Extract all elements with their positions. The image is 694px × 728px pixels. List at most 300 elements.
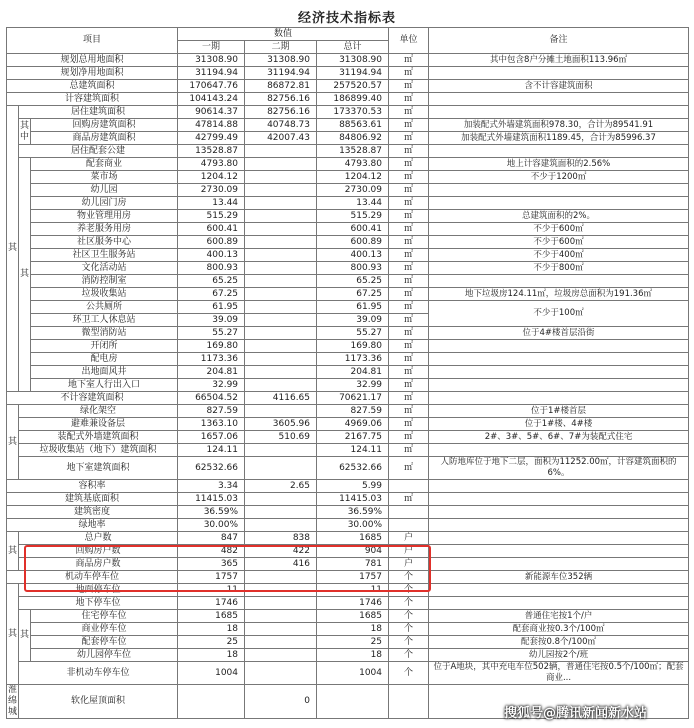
value-phase2	[245, 610, 317, 623]
value-note: 不少于600㎡	[429, 223, 689, 236]
value-phase1: 42799.49	[178, 132, 245, 145]
value-unit: 个	[389, 636, 429, 649]
value-phase2	[245, 379, 317, 392]
row-label: 配套商业	[31, 158, 178, 171]
value-phase1: 847	[178, 532, 245, 545]
value-phase2: 3605.96	[245, 418, 317, 431]
value-note: 配套商业按0.3个/100㎡	[429, 623, 689, 636]
row-label: 养老服务用房	[31, 223, 178, 236]
value-phase1: 65.25	[178, 275, 245, 288]
value-total: 61.95	[317, 301, 389, 314]
value-phase2: 4116.65	[245, 392, 317, 405]
value-phase1: 600.89	[178, 236, 245, 249]
value-phase1: 90614.37	[178, 106, 245, 119]
header-item: 项目	[7, 28, 178, 54]
row-label: 幼儿园停车位	[31, 649, 178, 662]
value-phase2	[245, 340, 317, 353]
row-label: 商品房建筑面积	[31, 132, 178, 145]
row-label: 微型消防站	[31, 327, 178, 340]
value-note: 不少于1200㎡	[429, 171, 689, 184]
value-note	[429, 67, 689, 80]
table-row	[7, 493, 689, 506]
table-row	[7, 340, 689, 353]
value-unit: ㎡	[389, 327, 429, 340]
value-phase2	[245, 275, 317, 288]
row-label: 商业停车位	[31, 623, 178, 636]
value-note: 不少于100㎡	[429, 301, 689, 327]
value-unit: ㎡	[389, 93, 429, 106]
table-title: 经济技术指标表	[297, 11, 396, 26]
header-row	[7, 28, 689, 41]
value-note	[429, 184, 689, 197]
value-total: 186899.40	[317, 93, 389, 106]
value-total: 13528.87	[317, 145, 389, 158]
value-phase1: 31308.90	[178, 54, 245, 67]
table-row	[7, 366, 689, 379]
value-total: 31194.94	[317, 67, 389, 80]
table-row	[7, 93, 689, 106]
value-total: 2167.75	[317, 431, 389, 444]
header-phase2: 二期	[245, 41, 317, 54]
value-phase1: 61.95	[178, 301, 245, 314]
header-total: 总计	[317, 41, 389, 54]
value-note	[429, 275, 689, 288]
row-label: 环卫工人休息站	[31, 314, 178, 327]
value-unit: ㎡	[389, 197, 429, 210]
value-total: 18	[317, 623, 389, 636]
value-phase1: 1685	[178, 610, 245, 623]
table-row	[7, 584, 689, 597]
row-label: 菜市场	[31, 171, 178, 184]
row-label: 回购房户数	[19, 545, 178, 558]
row-label: 物业管理用房	[31, 210, 178, 223]
value-phase2	[245, 314, 317, 327]
value-note	[429, 444, 689, 457]
row-label: 居住配套公建	[19, 145, 178, 158]
value-unit: ㎡	[389, 379, 429, 392]
value-total: 1173.36	[317, 353, 389, 366]
row-label: 文化活动站	[31, 262, 178, 275]
table-row	[7, 649, 689, 662]
value-phase2: 40748.73	[245, 119, 317, 132]
value-phase2	[245, 597, 317, 610]
value-phase2	[245, 301, 317, 314]
value-total: 400.13	[317, 249, 389, 262]
table-row	[7, 171, 689, 184]
table-row	[7, 80, 689, 93]
value-note: 加装配式外墙建筑面积1189.45，合计为85996.37	[429, 132, 689, 145]
value-note: 配套按0.8个/100㎡	[429, 636, 689, 649]
value-total: 781	[317, 558, 389, 571]
value-note: 不少于400㎡	[429, 249, 689, 262]
value-phase2: 82756.16	[245, 93, 317, 106]
row-label: 总建筑面积	[7, 80, 178, 93]
value-total: 169.80	[317, 340, 389, 353]
value-unit: ㎡	[389, 444, 429, 457]
value-note: 其中包含8户分摊土地面积113.96㎡	[429, 54, 689, 67]
value-unit: ㎡	[389, 288, 429, 301]
group-label: 淮绵城	[7, 685, 17, 717]
value-unit: ㎡	[389, 171, 429, 184]
value-note	[429, 392, 689, 405]
value-phase1: 39.09	[178, 314, 245, 327]
value-unit: ㎡	[389, 314, 429, 327]
value-unit: ㎡	[389, 223, 429, 236]
value-total: 827.59	[317, 405, 389, 418]
value-phase2	[245, 519, 317, 532]
value-unit: ㎡	[389, 353, 429, 366]
value-total: 88563.61	[317, 119, 389, 132]
value-phase1: 11	[178, 584, 245, 597]
value-phase2	[245, 184, 317, 197]
table-row	[7, 301, 689, 314]
row-label: 居住建筑面积	[19, 106, 178, 119]
value-total: 4793.80	[317, 158, 389, 171]
value-unit: ㎡	[389, 158, 429, 171]
value-total: 204.81	[317, 366, 389, 379]
value-note: 含不计容建筑面积	[429, 80, 689, 93]
value-phase2	[245, 145, 317, 158]
table-row	[7, 262, 689, 275]
value-phase2	[245, 623, 317, 636]
group-label: 其中	[19, 119, 31, 145]
value-phase1: 800.93	[178, 262, 245, 275]
value-phase1: 1363.10	[178, 418, 245, 431]
value-note	[429, 506, 689, 519]
row-label: 绿地率	[7, 519, 178, 532]
row-label: 地下室人行出入口	[31, 379, 178, 392]
row-label: 建筑基底面积	[7, 493, 178, 506]
table-row	[7, 532, 689, 545]
group-label: 其	[19, 158, 31, 392]
value-phase1: 36.59%	[178, 506, 245, 519]
value-phase1: 32.99	[178, 379, 245, 392]
value-total: 1685	[317, 532, 389, 545]
value-phase2	[245, 262, 317, 275]
value-phase2	[245, 506, 317, 519]
row-label: 总户数	[19, 532, 178, 545]
value-note: 不少于800㎡	[429, 262, 689, 275]
value-phase2	[245, 457, 317, 480]
value-phase1: 13.44	[178, 197, 245, 210]
value-phase1: 600.41	[178, 223, 245, 236]
value-unit: ㎡	[389, 132, 429, 145]
value-note: 新能源车位352辆	[429, 571, 689, 584]
value-phase2	[245, 197, 317, 210]
value-total: 1004	[317, 662, 389, 685]
row-label: 容积率	[7, 480, 178, 493]
group-label: 其	[7, 532, 19, 571]
table-row	[7, 210, 689, 223]
row-label: 规划总用地面积	[7, 54, 178, 67]
value-phase1: 169.80	[178, 340, 245, 353]
value-note: 总建筑面积的2%。	[429, 210, 689, 223]
table-row	[7, 610, 689, 623]
value-phase2	[245, 405, 317, 418]
watermark: 搜狐号@腾讯新闻新水站	[504, 706, 648, 721]
value-phase2	[245, 223, 317, 236]
header-unit: 单位	[389, 28, 429, 54]
value-note: 地上计容建筑面积的2.56%	[429, 158, 689, 171]
value-total: 4969.06	[317, 418, 389, 431]
table-row	[7, 444, 689, 457]
value-unit: ㎡	[389, 67, 429, 80]
group-label: 其	[19, 610, 31, 662]
row-label: 公共厕所	[31, 301, 178, 314]
value-total: 800.93	[317, 262, 389, 275]
value-note	[429, 545, 689, 558]
row-label: 社区服务中心	[31, 236, 178, 249]
value-note	[429, 480, 689, 493]
value-phase2	[245, 288, 317, 301]
row-label: 建筑密度	[7, 506, 178, 519]
value-phase2: 31308.90	[245, 54, 317, 67]
value-note	[429, 340, 689, 353]
value-phase1: 104143.24	[178, 93, 245, 106]
value-phase2	[245, 584, 317, 597]
value-phase2	[245, 249, 317, 262]
row-label: 幼儿园	[31, 184, 178, 197]
table-row	[7, 184, 689, 197]
table-row	[7, 519, 689, 532]
table-row	[7, 506, 689, 519]
value-note	[429, 558, 689, 571]
table-row	[7, 636, 689, 649]
row-label: 配套停车位	[31, 636, 178, 649]
table-row	[7, 662, 689, 685]
value-total: 5.99	[317, 480, 389, 493]
value-phase1: 170647.76	[178, 80, 245, 93]
value-phase2: 42007.43	[245, 132, 317, 145]
value-unit: 个	[389, 597, 429, 610]
value-phase2: 510.69	[245, 431, 317, 444]
value-phase1: 62532.66	[178, 457, 245, 480]
value-phase1	[178, 685, 245, 719]
value-note	[429, 106, 689, 119]
value-unit: ㎡	[389, 119, 429, 132]
row-label: 出地面风井	[31, 366, 178, 379]
value-phase2	[245, 636, 317, 649]
table-row	[7, 480, 689, 493]
table-row	[7, 223, 689, 236]
value-note	[429, 493, 689, 506]
value-total: 18	[317, 649, 389, 662]
value-unit: ㎡	[389, 106, 429, 119]
value-phase1: 482	[178, 545, 245, 558]
value-total: 55.27	[317, 327, 389, 340]
value-phase1: 30.00%	[178, 519, 245, 532]
value-note	[429, 93, 689, 106]
value-total: 600.41	[317, 223, 389, 236]
value-unit: 个	[389, 662, 429, 685]
value-unit: ㎡	[389, 493, 429, 506]
table-row	[7, 54, 689, 67]
value-unit: ㎡	[389, 54, 429, 67]
value-phase1: 515.29	[178, 210, 245, 223]
table-row	[7, 119, 689, 132]
value-unit: 个	[389, 649, 429, 662]
value-total: 32.99	[317, 379, 389, 392]
value-total: 25	[317, 636, 389, 649]
value-phase1: 25	[178, 636, 245, 649]
row-label: 不计容建筑面积	[7, 392, 178, 405]
value-phase1: 400.13	[178, 249, 245, 262]
table-row	[7, 545, 689, 558]
value-total: 67.25	[317, 288, 389, 301]
indicator-table	[6, 27, 689, 719]
value-phase2: 0	[245, 685, 317, 719]
row-label: 幼儿园门房	[31, 197, 178, 210]
value-unit: ㎡	[389, 262, 429, 275]
value-note	[429, 353, 689, 366]
value-phase1: 66504.52	[178, 392, 245, 405]
value-phase1: 13528.87	[178, 145, 245, 158]
value-phase2	[245, 366, 317, 379]
value-total: 31308.90	[317, 54, 389, 67]
value-phase1: 18	[178, 623, 245, 636]
value-unit: ㎡	[389, 236, 429, 249]
value-phase1: 1173.36	[178, 353, 245, 366]
value-unit: ㎡	[389, 366, 429, 379]
table-row	[7, 106, 689, 119]
value-unit: ㎡	[389, 301, 429, 314]
row-label: 垃圾收集站（地下）建筑面积	[19, 444, 178, 457]
value-phase1: 3.34	[178, 480, 245, 493]
value-note: 位于A地块，其中充电车位502辆，普通住宅按0.5个/100㎡；配套商业...	[429, 662, 689, 685]
value-phase1: 1204.12	[178, 171, 245, 184]
value-total: 65.25	[317, 275, 389, 288]
value-note	[429, 532, 689, 545]
value-phase2: 31194.94	[245, 67, 317, 80]
table-row	[7, 623, 689, 636]
value-note: 2#、3#、5#、6#、7#为装配式住宅	[429, 431, 689, 444]
value-phase2: 416	[245, 558, 317, 571]
value-total: 62532.66	[317, 457, 389, 480]
value-total: 11415.03	[317, 493, 389, 506]
value-unit	[389, 519, 429, 532]
value-phase2: 422	[245, 545, 317, 558]
value-unit: 户	[389, 545, 429, 558]
value-unit: ㎡	[389, 418, 429, 431]
row-label: 地下停车位	[19, 597, 178, 610]
table-row	[7, 379, 689, 392]
value-phase2: 82756.16	[245, 106, 317, 119]
value-unit: ㎡	[389, 275, 429, 288]
value-total: 257520.57	[317, 80, 389, 93]
row-label: 机动车停车位	[7, 571, 178, 584]
value-note	[429, 145, 689, 158]
group-label: 其	[7, 106, 19, 392]
value-unit: ㎡	[389, 210, 429, 223]
value-phase1: 1746	[178, 597, 245, 610]
group-label: 其	[7, 405, 19, 480]
value-unit: ㎡	[389, 392, 429, 405]
value-total: 36.59%	[317, 506, 389, 519]
value-phase2	[245, 493, 317, 506]
value-phase1: 204.81	[178, 366, 245, 379]
value-note	[429, 584, 689, 597]
row-label: 避难兼设备层	[19, 418, 178, 431]
value-total: 173370.53	[317, 106, 389, 119]
value-phase1: 4793.80	[178, 158, 245, 171]
value-note	[429, 379, 689, 392]
value-unit: 个	[389, 623, 429, 636]
value-phase2: 838	[245, 532, 317, 545]
row-label: 商品房户数	[19, 558, 178, 571]
value-phase1: 827.59	[178, 405, 245, 418]
value-phase1: 1657.06	[178, 431, 245, 444]
value-unit: 个	[389, 584, 429, 597]
value-phase2	[245, 649, 317, 662]
value-unit: ㎡	[389, 431, 429, 444]
header-values: 数值	[178, 28, 389, 41]
table-row	[7, 158, 689, 171]
row-label: 非机动车停车位	[19, 662, 178, 685]
value-total: 11	[317, 584, 389, 597]
value-unit: 个	[389, 610, 429, 623]
value-note: 地下垃圾房124.11㎡，垃圾房总面积为191.36㎡	[429, 288, 689, 301]
value-phase1: 31194.94	[178, 67, 245, 80]
value-unit: ㎡	[389, 80, 429, 93]
row-label: 计容建筑面积	[7, 93, 178, 106]
value-phase1: 55.27	[178, 327, 245, 340]
value-note: 位于1#楼、4#楼	[429, 418, 689, 431]
table-row	[7, 405, 689, 418]
value-phase1: 124.11	[178, 444, 245, 457]
table-row	[7, 197, 689, 210]
value-total: 1685	[317, 610, 389, 623]
table-row	[7, 353, 689, 366]
row-label: 垃圾收集站	[31, 288, 178, 301]
value-unit	[389, 685, 429, 719]
value-total: 13.44	[317, 197, 389, 210]
value-total: 124.11	[317, 444, 389, 457]
value-phase1: 11415.03	[178, 493, 245, 506]
value-total: 39.09	[317, 314, 389, 327]
header-phase1: 一期	[178, 41, 245, 54]
value-note	[429, 597, 689, 610]
value-unit: ㎡	[389, 249, 429, 262]
value-note	[429, 197, 689, 210]
value-note: 不少于600㎡	[429, 236, 689, 249]
row-label: 软化屋顶面积	[19, 685, 178, 719]
table-row	[7, 558, 689, 571]
value-note: 幼儿园按2个/班	[429, 649, 689, 662]
row-label: 地下室建筑面积	[19, 457, 178, 480]
row-label: 绿化架空	[19, 405, 178, 418]
row-label: 社区卫生服务站	[31, 249, 178, 262]
value-phase2	[245, 210, 317, 223]
table-row	[7, 275, 689, 288]
table-row	[7, 457, 689, 480]
row-label: 配电房	[31, 353, 178, 366]
value-phase1: 365	[178, 558, 245, 571]
value-phase2	[245, 571, 317, 584]
value-total: 904	[317, 545, 389, 558]
value-phase2: 2.65	[245, 480, 317, 493]
value-phase2	[245, 327, 317, 340]
value-phase2	[245, 158, 317, 171]
value-phase1: 18	[178, 649, 245, 662]
row-label: 规划净用地面积	[7, 67, 178, 80]
value-total: 30.00%	[317, 519, 389, 532]
value-total: 1746	[317, 597, 389, 610]
value-total: 70621.17	[317, 392, 389, 405]
value-unit: 户	[389, 532, 429, 545]
value-unit: ㎡	[389, 184, 429, 197]
table-row	[7, 327, 689, 340]
value-phase1: 1757	[178, 571, 245, 584]
